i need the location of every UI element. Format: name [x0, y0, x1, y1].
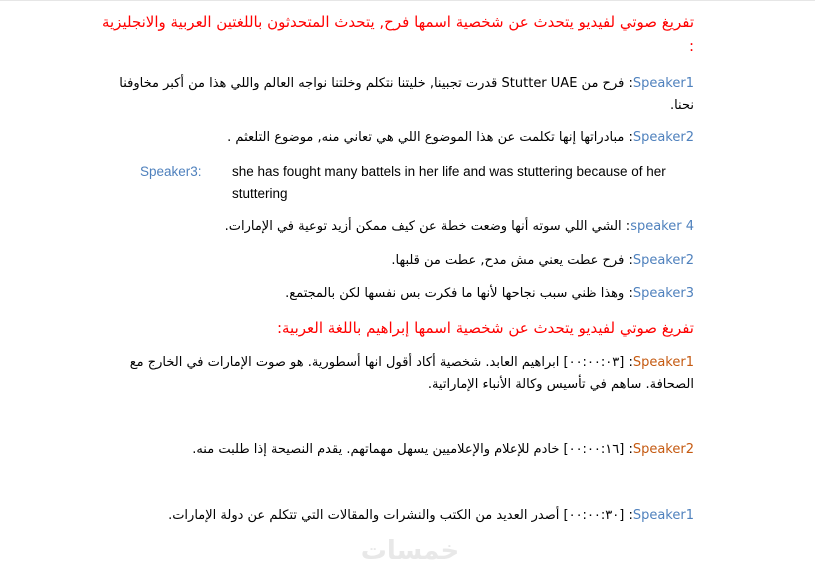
transcript-line-english: [140, 161, 694, 205]
transcript-text: : الشي اللي سوته أنها وضعت خطة عن كيف ممكن أزيد توعية في الإمارات.: [224, 219, 631, 234]
transcript-line: [100, 73, 694, 117]
speaker-label: Speaker2: [632, 253, 694, 268]
transcript-line: [100, 127, 694, 149]
transcript-line: [100, 216, 694, 238]
transcript-text: خادم للإعلام والإعلاميين يسهل مهماتهم. يقدم النصيحة إذا طلبت منه.: [192, 442, 560, 457]
transcript-line: [100, 283, 694, 305]
speaker-label: Speaker1: [632, 508, 694, 523]
transcript-line: Speaker1: [٠٠:٠٠:٣٠] أصدر العديد من الكتب والنشرات والمقالات التي تتكلم عن دولة الإمارات.: [168, 508, 694, 523]
speaker-label: Speaker2: [632, 442, 694, 457]
transcript-text: : مبادراتها إنها تكلمت عن هذا الموضوع اللي هي تعاني منه, موضوع التلعثم .: [227, 130, 633, 145]
transcript-text: أصدر العديد من الكتب والنشرات والمقالات التي تتكلم عن دولة الإمارات.: [168, 508, 560, 523]
transcript-line: [100, 250, 694, 272]
transcript-line: Speaker1: [٠٠:٠٠:٠٣] ابراهيم العابد. شخصية أكاد أقول انها أسطورية. هو صوت الإمارات في الخارج مع الصحافة. ساهم في تأسيس وكالة الأنباء الإماراتية.: [129, 355, 694, 392]
transcript-text: : فرح من Stutter UAE قدرت تجبينا, خليتنا نتكلم وخلتنا نواجه العالم واللي هذا من أكبر مخاوفنا نحنا.: [119, 76, 694, 113]
top-divider: [0, 0, 815, 1]
speaker-label: Speaker1: [632, 355, 694, 370]
speaker-label: Speaker1: [632, 76, 694, 91]
timestamp: [٠٠:٠٠:٣٠]: [563, 508, 625, 523]
speaker-label: speaker 4: [630, 219, 694, 234]
timestamp: [٠٠:٠٠:١٦]: [563, 442, 625, 457]
heading-ibrahim: تفريغ صوتي لفيديو يتحدث عن شخصية اسمها إبراهيم باللغة العربية:: [276, 319, 694, 337]
heading-farah: تفريغ صوتي لفيديو يتحدث عن شخصية اسمها فرح, يتحدث المتحدثون باللغتين العربية والانجليزية :: [101, 13, 694, 55]
transcript-text: : وهذا ظني سبب نجاحها لأنها ما فكرت بس نفسها لكن بالمجتمع.: [285, 286, 633, 301]
speaker-label: Speaker3: [632, 286, 694, 301]
timestamp: [٠٠:٠٠:٠٣]: [563, 355, 625, 370]
transcript-text: ابراهيم العابد. شخصية أكاد أقول انها أسطورية. هو صوت الإمارات في الخارج مع الصحافة. ساهم في تأسيس وكالة الأنباء الإماراتية.: [129, 355, 694, 392]
transcript-text: she has fought many battels in her life and was stuttering because of her stuttering: [232, 164, 666, 201]
speaker-label: Speaker2: [632, 130, 694, 145]
transcript-line: Speaker2: [٠٠:٠٠:١٦] خادم للإعلام والإعلاميين يسهل مهماتهم. يقدم النصيحة إذا طلبت منه.: [192, 442, 694, 457]
speaker-label: Speaker3:: [140, 164, 202, 179]
transcript-text: : فرح عطت يعني مش مدح, عطت من قلبها.: [391, 253, 633, 268]
watermark-logo: خمسات: [360, 536, 460, 566]
